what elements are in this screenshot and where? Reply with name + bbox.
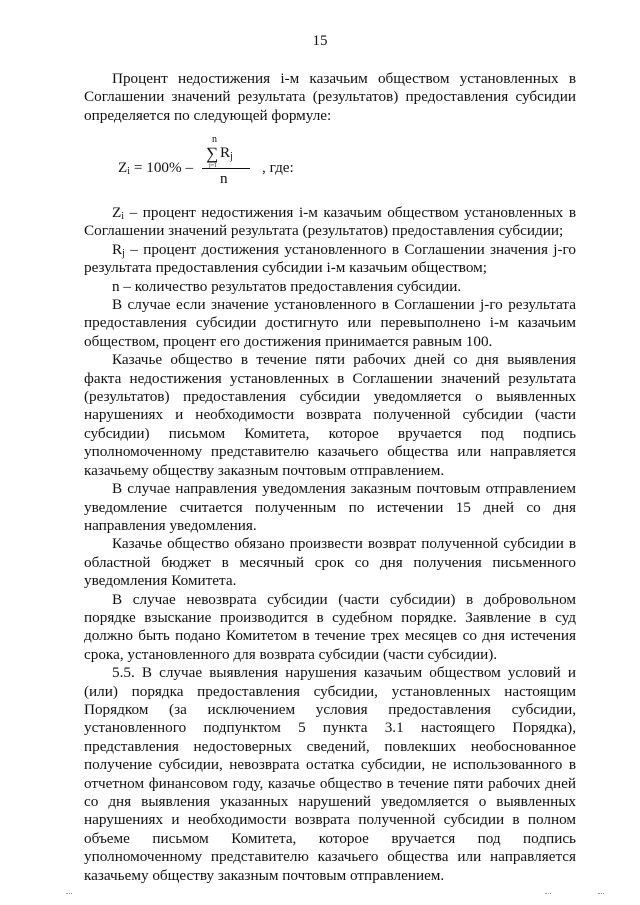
formula-denominator: n: [220, 170, 228, 187]
main-text: [84, 204, 576, 885]
definition-rj: [84, 241, 576, 278]
paragraph-mail-delivery: В случае направления уведомления заказным почтовым отправлением уведомление считается полученным по истечении 15 дней со дня направления уведомления.: [84, 480, 576, 534]
definition-sub: j: [122, 247, 125, 259]
definition-text: – процент недостижения i-м казачьим обществом установленных в Соглашении значений результата (результатов) предоставления субсидии;: [84, 204, 576, 240]
definition-text: – процент достижения установленного в Соглашении значения j-го результата предоставления субсидии i-м казачьим обществом;: [84, 240, 576, 277]
paragraph-achievement: В случае если значение установленного в Соглашении j-го результата предоставления субсидии достигнуто или перевыполнено i-м казачьим обществом, процент его достижения принимается равным 100.: [84, 296, 576, 350]
paragraph-5-5: 5.5. В случае выявления нарушения казачьим обществом условий и (или) порядка предоставления субсидии, установленных настоящим Порядком (за исключением условия предоставления субсидии, установленного подпунктом 5 пункта 3.1 настоящего Порядка), представления недостоверных сведений, повлекших необоснованное получение субсидии, невозврата остатка субсидии, не использованного в отчетном финансовом году, казачье общество в течение пяти рабочих дней со дня выявления указанных нарушений уведомляется о выявленных нарушениях и необходимости возврата полученной субсидии в полном объеме письмом Комитета, которое вручается под подпись уполномоченному представителю казачьего общества или направляется казачьему обществу заказным почтовым отправлением.: [84, 664, 576, 884]
intro-paragraph: Процент недостижения i-м казачьим обществом установленных в Соглашении значений результата (результатов) предоставления субсидии определяется по следующей формуле:: [84, 70, 576, 124]
sum-lower-limit: j=1: [209, 163, 218, 169]
page-number: 15: [312, 33, 328, 49]
formula-lhs-var: Z: [118, 159, 128, 176]
numerator-sub: j: [230, 151, 233, 162]
definition-var: n: [112, 277, 120, 295]
formula: [118, 134, 358, 194]
sigma-symbol: ∑: [206, 144, 219, 163]
formula-rhs: , где:: [262, 159, 294, 176]
fraction-bar: [202, 168, 250, 169]
numerator-var: R: [220, 144, 231, 161]
intro-block: [84, 70, 576, 125]
definition-var: Z: [112, 204, 122, 221]
definition-zi: [84, 204, 576, 241]
definition-sub: i: [121, 211, 125, 222]
definition-text: – количество результатов предоставления субсидии.: [119, 277, 462, 295]
definition-var: R: [112, 240, 123, 258]
scan-edge-marks: [0, 893, 640, 895]
paragraph-refund-obligation: Казачье общество обязано произвести возврат полученной субсидии в областной бюджет в месячный срок со дня получения письменного уведомления Комитета.: [84, 535, 576, 590]
formula-lhs-sub: i: [127, 166, 131, 177]
definition-n: [84, 278, 576, 296]
sum-upper-limit: n: [212, 134, 217, 145]
paragraph-notification: Казачье общество в течение пяти рабочих дней со дня выявления факта недостижения установленных в Соглашении значений результата (результатов) предоставления субсидии уведомляется о выявленных нарушениях и необходимости возврата полученной субсидии (части субсидии) письмом Комитета, которое вручается под подпись уполномоченному представителю казачьего общества или направляется казачьему обществу заказным почтовым отправлением.: [84, 351, 576, 479]
paragraph-court-recovery: В случае невозврата субсидии (части субсидии) в добровольном порядке взыскание производится в судебном порядке. Заявление в суд должно быть подано Комитетом в течение трех месяцев со дня истечения срока, установленного для возврата субсидии (части субсидии).: [84, 590, 576, 663]
formula-fraction: [202, 134, 258, 192]
formula-lhs-rest: = 100% –: [130, 159, 194, 176]
formula-lhs: [118, 159, 193, 177]
formula-numerator: [220, 144, 233, 162]
